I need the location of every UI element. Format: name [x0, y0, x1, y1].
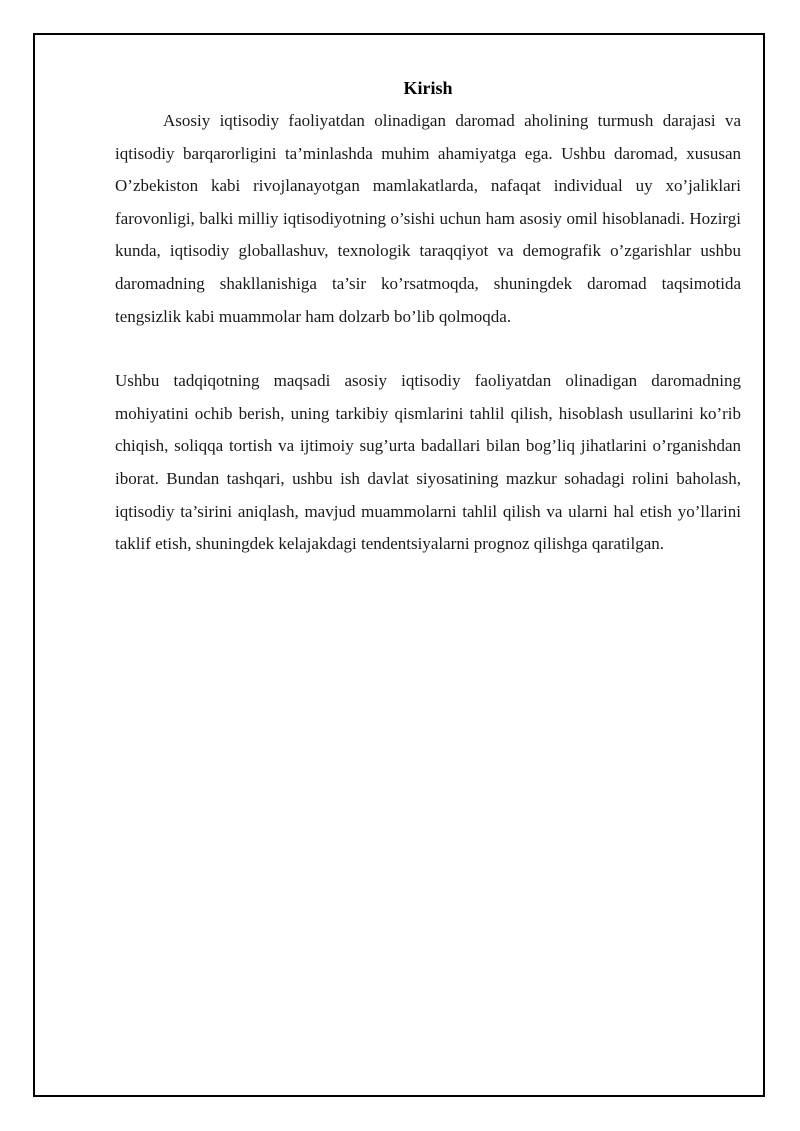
- document-body: [115, 76, 741, 561]
- paragraph-purpose: Ushbu tadqiqotning maqsadi asosiy iqtisodiy faoliyatdan olinadigan daromadning mohiyatini ochib berish, uning tarkibiy qismlarini tahlil qilish, hisoblash usullarini ko’rib chiqish, soliqqa tortish va ijtimoiy sug’urta badallari bilan bog’liq jihatlarini o’rganishdan iborat. Bundan tashqari, ushbu ish davlat siyosatining mazkur sohadagi rolini baholash, iqtisodiy ta’sirini aniqlash, mavjud muammolarni tahlil qilish va ularni hal etish yo’llarini taklif etish, shuningdek kelajakdagi tendentsiyalarni prognoz qilishga qaratilgan.: [115, 371, 741, 554]
- paragraph-spacer: [115, 333, 741, 365]
- document-title: Kirish: [403, 78, 453, 98]
- paragraph-intro: Asosiy iqtisodiy faoliyatdan olinadigan daromad aholining turmush darajasi va iqtisodiy barqarorligini ta’minlashda muhim ahamiyatga ega. Ushbu daromad, xususan O’zbekiston kabi rivojlanayotgan mamlakatlarda, nafaqat individual uy xo’jaliklari farovonligi, balki milliy iqtisodiyotning o’sishi uchun ham asosiy omil hisoblanadi. Hozirgi kunda, iqtisodiy globallashuv, texnologik taraqqiyot va demografik o’zgarishlar ushbu daromadning shakllanishiga ta’sir ko’rsatmoqda, shuningdek daromad taqsimotida tengsizlik kabi muammolar ham dolzarb bo’lib qolmoqda.: [115, 111, 741, 326]
